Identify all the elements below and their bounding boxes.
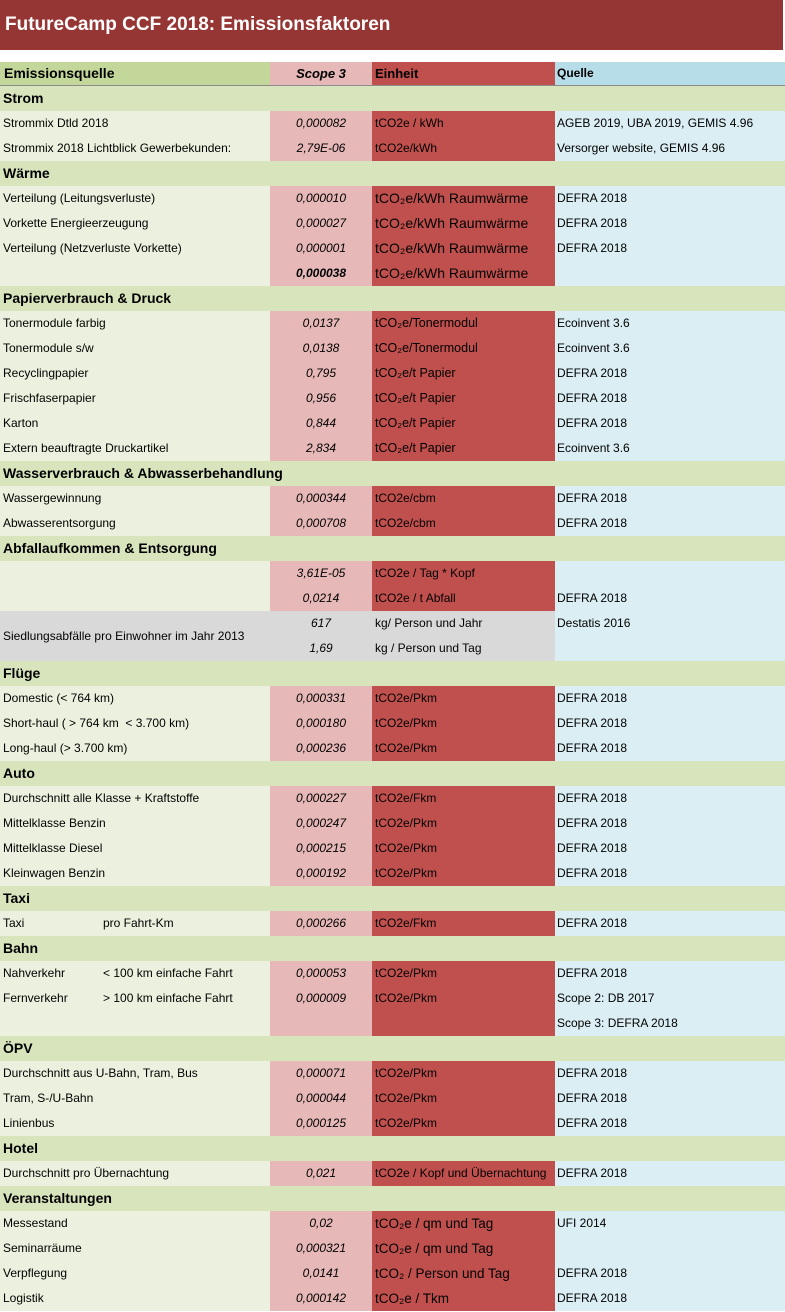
- section-header: Bahn: [0, 936, 785, 961]
- table-row: [0, 211, 785, 236]
- scope3-value: 0,0137: [270, 311, 372, 336]
- unit-cell: tCO2e / kWh: [372, 111, 555, 136]
- table-row: [0, 1261, 785, 1286]
- source-label: Nahverkehr: [3, 966, 66, 980]
- table-row: [0, 236, 785, 261]
- section-header: Flüge: [0, 661, 785, 686]
- table-row: [0, 961, 785, 986]
- source-label: Logistik: [3, 1291, 44, 1305]
- table-row: [0, 611, 785, 661]
- scope3-value: 2,79E-06: [270, 136, 372, 161]
- section-header: Hotel: [0, 1136, 785, 1161]
- table-subrow: [270, 611, 785, 636]
- source-label: Vorkette Energieerzeugung: [3, 216, 149, 230]
- unit-cell: tCO₂e/t Papier: [372, 436, 555, 461]
- reference-cell: [555, 261, 785, 286]
- reference-cell: UFI 2014: [555, 1211, 785, 1236]
- source-cell: [0, 586, 270, 611]
- reference-cell: DEFRA 2018: [555, 411, 785, 436]
- source-cell: [0, 1286, 270, 1311]
- unit-cell: tCO₂e/t Papier: [372, 386, 555, 411]
- table-row: [0, 1086, 785, 1111]
- source-cell: [0, 1236, 270, 1261]
- reference-cell: Scope 2: DB 2017: [555, 986, 785, 1011]
- unit-cell: tCO2e / Kopf und Übernachtung: [372, 1161, 555, 1186]
- unit-cell: tCO2e/kWh: [372, 136, 555, 161]
- table-row: [0, 336, 785, 361]
- unit-cell: tCO2e/Pkm: [372, 1061, 555, 1086]
- scope3-value: 0,956: [270, 386, 372, 411]
- scope3-value: 0,000180: [270, 711, 372, 736]
- reference-cell: Ecoinvent 3.6: [555, 436, 785, 461]
- table-row: [0, 861, 785, 886]
- table-row: [0, 811, 785, 836]
- source-label: Short-haul ( > 764 km < 3.700 km): [3, 716, 190, 730]
- unit-cell: tCO2e/Pkm: [372, 811, 555, 836]
- scope3-value: 0,000053: [270, 961, 372, 986]
- source-label: Seminarräume: [3, 1241, 82, 1255]
- unit-cell: tCO2e/Pkm: [372, 736, 555, 761]
- reference-cell: [555, 636, 785, 661]
- source-label: Long-haul (> 3.700 km): [3, 741, 128, 755]
- table-header: [0, 62, 785, 86]
- column-header-scope3: Scope 3: [270, 62, 372, 86]
- scope3-value: 0,000236: [270, 736, 372, 761]
- source-cell: [0, 1086, 270, 1111]
- unit-cell: tCO₂e/Tonermodul: [372, 336, 555, 361]
- source-cell: [0, 836, 270, 861]
- unit-cell: tCO₂e/Tonermodul: [372, 311, 555, 336]
- reference-cell: DEFRA 2018: [555, 711, 785, 736]
- source-cell: [0, 986, 270, 1011]
- table-row: [0, 1211, 785, 1236]
- unit-cell: tCO2e/Pkm: [372, 986, 555, 1011]
- source-cell: [0, 711, 270, 736]
- source-label: Kleinwagen Benzin: [3, 866, 106, 880]
- table-row: [0, 1236, 785, 1261]
- table-row: [0, 411, 785, 436]
- reference-cell: DEFRA 2018: [555, 586, 785, 611]
- reference-cell: DEFRA 2018: [555, 361, 785, 386]
- scope3-value: 0,000027: [270, 211, 372, 236]
- scope3-value: 0,000082: [270, 111, 372, 136]
- section-header: Auto: [0, 761, 785, 786]
- scope3-value: [270, 1011, 372, 1036]
- scope3-value: 1,69: [270, 636, 372, 661]
- scope3-value: 0,000321: [270, 1236, 372, 1261]
- unit-cell: tCO2e / Tag * Kopf: [372, 561, 555, 586]
- table-row: [0, 586, 785, 611]
- unit-cell: [372, 1011, 555, 1036]
- reference-cell: DEFRA 2018: [555, 811, 785, 836]
- source-cell: [0, 686, 270, 711]
- source-cell: [0, 111, 270, 136]
- scope3-value: 0,0138: [270, 336, 372, 361]
- scope3-value: 0,000227: [270, 786, 372, 811]
- scope3-value: 617: [270, 611, 372, 636]
- scope3-value: 0,795: [270, 361, 372, 386]
- source-cell: [0, 311, 270, 336]
- source-label: Domestic (< 764 km): [3, 691, 115, 705]
- unit-cell: tCO2e/Fkm: [372, 911, 555, 936]
- unit-cell: tCO₂e / qm und Tag: [372, 1211, 555, 1236]
- source-cell: [0, 386, 270, 411]
- source-label: Durchschnitt pro Übernachtung: [3, 1166, 170, 1180]
- source-cell: [0, 1011, 270, 1036]
- source-label: Durchschnitt aus U-Bahn, Tram, Bus: [3, 1066, 198, 1080]
- source-cell: [0, 736, 270, 761]
- table-row: [0, 186, 785, 211]
- reference-cell: DEFRA 2018: [555, 386, 785, 411]
- source-label: Mittelklasse Benzin: [3, 816, 106, 830]
- source-label: Tonermodule s/w: [3, 341, 94, 355]
- unit-cell: tCO2e/Pkm: [372, 961, 555, 986]
- reference-cell: Scope 3: DEFRA 2018: [555, 1011, 785, 1036]
- unit-cell: tCO2e/Pkm: [372, 711, 555, 736]
- reference-cell: DEFRA 2018: [555, 786, 785, 811]
- source-label: Tram, S-/U-Bahn: [3, 1091, 94, 1105]
- table-row: [0, 1011, 785, 1036]
- source-label: Durchschnitt alle Klasse + Kraftstoffe: [3, 791, 200, 805]
- source-label: Fernverkehr: [3, 991, 68, 1005]
- source-label: Verteilung (Leitungsverluste): [3, 191, 156, 205]
- unit-cell: tCO₂e/t Papier: [372, 361, 555, 386]
- table-row: [0, 436, 785, 461]
- source-cell: [0, 336, 270, 361]
- reference-cell: DEFRA 2018: [555, 686, 785, 711]
- column-header-source: Emissionsquelle: [0, 62, 270, 86]
- scope3-value: 0,0214: [270, 586, 372, 611]
- table-row: [0, 686, 785, 711]
- reference-cell: DEFRA 2018: [555, 1086, 785, 1111]
- reference-cell: DEFRA 2018: [555, 236, 785, 261]
- scope3-value: 0,0141: [270, 1261, 372, 1286]
- reference-cell: DEFRA 2018: [555, 836, 785, 861]
- table-row: [0, 311, 785, 336]
- section-header: Veranstaltungen: [0, 1186, 785, 1211]
- unit-cell: tCO2e / t Abfall: [372, 586, 555, 611]
- source-cell: [0, 411, 270, 436]
- source-cell: [0, 361, 270, 386]
- table-row: [0, 361, 785, 386]
- reference-cell: DEFRA 2018: [555, 1061, 785, 1086]
- unit-cell: kg/ Person und Jahr: [372, 611, 555, 636]
- source-label: Strommix 2018 Lichtblick Gewerbekunden:: [3, 141, 232, 155]
- reference-cell: DEFRA 2018: [555, 511, 785, 536]
- unit-cell: tCO2e/Pkm: [372, 836, 555, 861]
- source-cell: [0, 786, 270, 811]
- source-label: Wassergewinnung: [3, 491, 102, 505]
- section-header: Papierverbrauch & Druck: [0, 286, 785, 311]
- source-cell: [0, 961, 270, 986]
- reference-cell: DEFRA 2018: [555, 1111, 785, 1136]
- source-label: Verpflegung: [3, 1266, 68, 1280]
- reference-cell: DEFRA 2018: [555, 736, 785, 761]
- table-row: [0, 1061, 785, 1086]
- reference-cell: AGEB 2019, UBA 2019, GEMIS 4.96: [555, 111, 785, 136]
- unit-cell: tCO₂e / qm und Tag: [372, 1236, 555, 1261]
- source-cell: Siedlungsabfälle pro Einwohner im Jahr 2013: [0, 611, 270, 661]
- source-detail: pro Fahrt-Km: [103, 916, 174, 930]
- scope3-value: 0,021: [270, 1161, 372, 1186]
- section-header: Abfallaufkommen & Entsorgung: [0, 536, 785, 561]
- unit-cell: tCO2e/cbm: [372, 486, 555, 511]
- table-row: [0, 1161, 785, 1186]
- source-label: Extern beauftragte Druckartikel: [3, 441, 169, 455]
- section-header: Wasserverbrauch & Abwasserbehandlung: [0, 461, 785, 486]
- scope3-value: 0,000247: [270, 811, 372, 836]
- source-cell: [0, 911, 270, 936]
- table-row: [0, 711, 785, 736]
- reference-cell: DEFRA 2018: [555, 961, 785, 986]
- scope3-value: 0,02: [270, 1211, 372, 1236]
- scope3-value: 0,000266: [270, 911, 372, 936]
- source-cell: [0, 136, 270, 161]
- source-cell: [0, 511, 270, 536]
- reference-cell: [555, 561, 785, 586]
- column-header-reference: Quelle: [555, 62, 785, 86]
- scope3-value: 0,000038: [270, 261, 372, 286]
- source-label: Karton: [3, 416, 39, 430]
- reference-cell: Versorger website, GEMIS 4.96: [555, 136, 785, 161]
- scope3-value: 0,000331: [270, 686, 372, 711]
- unit-cell: tCO2e/Pkm: [372, 861, 555, 886]
- source-label: Tonermodule farbig: [3, 316, 106, 330]
- source-cell: [0, 1211, 270, 1236]
- scope3-value: 0,000009: [270, 986, 372, 1011]
- source-cell: [0, 186, 270, 211]
- scope3-value: 0,000192: [270, 861, 372, 886]
- reference-cell: Ecoinvent 3.6: [555, 336, 785, 361]
- section-header: Wärme: [0, 161, 785, 186]
- scope3-value: 0,000044: [270, 1086, 372, 1111]
- source-cell: [0, 1161, 270, 1186]
- source-label: Recyclingpapier: [3, 366, 89, 380]
- source-cell: [0, 236, 270, 261]
- reference-cell: DEFRA 2018: [555, 186, 785, 211]
- table-row: [0, 136, 785, 161]
- source-label: Mittelklasse Diesel: [3, 841, 103, 855]
- unit-cell: tCO₂e/t Papier: [372, 411, 555, 436]
- table-subrow: [270, 636, 785, 661]
- section-header: Taxi: [0, 886, 785, 911]
- unit-cell: tCO₂e/kWh Raumwärme: [372, 261, 555, 286]
- table-row: [0, 786, 785, 811]
- source-label: Linienbus: [3, 1116, 55, 1130]
- reference-cell: DEFRA 2018: [555, 911, 785, 936]
- scope3-value: 2,834: [270, 436, 372, 461]
- table-row: [0, 736, 785, 761]
- source-cell: [0, 1111, 270, 1136]
- table-row: [0, 836, 785, 861]
- source-cell: [0, 861, 270, 886]
- spacer: [0, 50, 785, 62]
- table-row: [0, 911, 785, 936]
- table-row: [0, 486, 785, 511]
- section-header: ÖPV: [0, 1036, 785, 1061]
- unit-cell: tCO₂ / Person und Tag: [372, 1261, 555, 1286]
- reference-cell: DEFRA 2018: [555, 486, 785, 511]
- table-row: [0, 111, 785, 136]
- scope3-value: 0,000010: [270, 186, 372, 211]
- source-cell: [0, 811, 270, 836]
- source-cell: [0, 486, 270, 511]
- reference-cell: DEFRA 2018: [555, 1286, 785, 1311]
- source-label: Abwasserentsorgung: [3, 516, 116, 530]
- table-row: [0, 1111, 785, 1136]
- unit-cell: tCO2e/Pkm: [372, 686, 555, 711]
- source-cell: [0, 436, 270, 461]
- unit-cell: tCO2e/Pkm: [372, 1111, 555, 1136]
- unit-cell: tCO2e/Fkm: [372, 786, 555, 811]
- unit-cell: tCO₂e/kWh Raumwärme: [372, 211, 555, 236]
- reference-cell: DEFRA 2018: [555, 1261, 785, 1286]
- reference-cell: Destatis 2016: [555, 611, 785, 636]
- scope3-value: 0,000071: [270, 1061, 372, 1086]
- scope3-value: 0,000708: [270, 511, 372, 536]
- source-detail: < 100 km einfache Fahrt: [103, 966, 233, 980]
- unit-cell: tCO₂e/kWh Raumwärme: [372, 186, 555, 211]
- reference-cell: DEFRA 2018: [555, 861, 785, 886]
- page-title: FutureCamp CCF 2018: Emissionsfaktoren: [0, 0, 783, 50]
- source-cell: [0, 211, 270, 236]
- column-header-unit: Einheit: [372, 62, 555, 86]
- scope3-value: 0,000125: [270, 1111, 372, 1136]
- source-label: Strommix Dtld 2018: [3, 116, 109, 130]
- scope3-value: 0,000001: [270, 236, 372, 261]
- source-detail: > 100 km einfache Fahrt: [103, 991, 233, 1005]
- scope3-value: 0,000215: [270, 836, 372, 861]
- scope3-value: 3,61E-05: [270, 561, 372, 586]
- table-row: [0, 1286, 785, 1311]
- source-label: Messestand: [3, 1216, 68, 1230]
- reference-cell: [555, 1236, 785, 1261]
- scope3-value: 0,844: [270, 411, 372, 436]
- section-header: Strom: [0, 86, 785, 111]
- source-label: Taxi: [3, 916, 25, 930]
- merged-values: [270, 611, 785, 661]
- unit-cell: tCO₂e / Tkm: [372, 1286, 555, 1311]
- table-row: [0, 986, 785, 1011]
- reference-cell: DEFRA 2018: [555, 1161, 785, 1186]
- unit-cell: tCO2e/cbm: [372, 511, 555, 536]
- scope3-value: 0,000344: [270, 486, 372, 511]
- emission-factor-table: [0, 86, 785, 1311]
- reference-cell: Ecoinvent 3.6: [555, 311, 785, 336]
- source-label: Frischfaserpapier: [3, 391, 96, 405]
- scope3-value: 0,000142: [270, 1286, 372, 1311]
- reference-cell: DEFRA 2018: [555, 211, 785, 236]
- source-cell: [0, 561, 270, 586]
- table-row: [0, 386, 785, 411]
- table-row: [0, 561, 785, 586]
- table-row: [0, 261, 785, 286]
- unit-cell: tCO2e/Pkm: [372, 1086, 555, 1111]
- unit-cell: kg / Person und Tag: [372, 636, 555, 661]
- table-row: [0, 511, 785, 536]
- source-cell: [0, 1261, 270, 1286]
- unit-cell: tCO₂e/kWh Raumwärme: [372, 236, 555, 261]
- source-cell: [0, 1061, 270, 1086]
- source-cell: [0, 261, 270, 286]
- source-label: Verteilung (Netzverluste Vorkette): [3, 241, 182, 255]
